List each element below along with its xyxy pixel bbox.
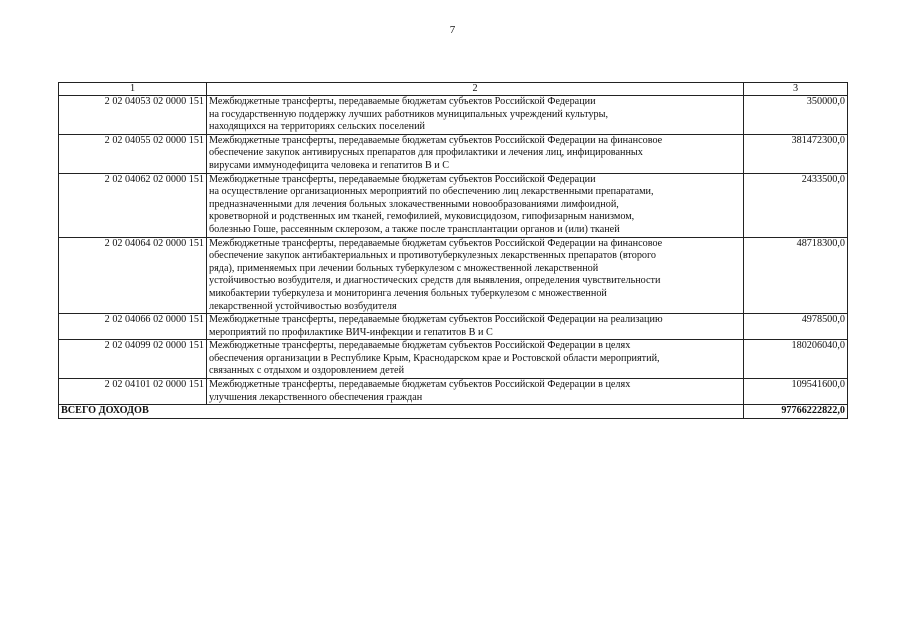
description-line: Межбюджетные трансферты, передаваемые бюджетам субъектов Российской Федерации на финансовое [209, 237, 663, 249]
description-line: вирусами иммунодефицита человека и гепатитов В и С [209, 159, 450, 171]
description-line: лекарственной устойчивостью возбудителя [209, 300, 397, 312]
description-line: улучшения лекарственного обеспечения граждан [209, 391, 423, 403]
revenue-description [207, 134, 744, 173]
table-row [59, 340, 848, 379]
description-line: Межбюджетные трансферты, передаваемые бюджетам субъектов Российской Федерации на финансовое [209, 134, 663, 146]
total-label: ВСЕГО ДОХОДОВ [59, 405, 744, 419]
revenue-description [207, 340, 744, 379]
table-row [59, 96, 848, 135]
description-line: связанных с отдыхом и оздоровлением детей [209, 365, 405, 377]
total-row [59, 405, 848, 419]
description-line: микобактерии туберкулеза и мониторинга лечения больных туберкулезом с множественной [209, 287, 607, 299]
revenue-code: 2 02 04064 02 0000 151 [59, 237, 207, 314]
description-line: Межбюджетные трансферты, передаваемые бюджетам субъектов Российской Федерации в целях [209, 379, 631, 391]
description-line: обеспечение закупок антибактериальных и противотуберкулезных лекарственных препаратов (второго [209, 250, 657, 262]
revenue-code: 2 02 04055 02 0000 151 [59, 134, 207, 173]
description-line: Межбюджетные трансферты, передаваемые бюджетам субъектов Российской Федерации на реализацию [209, 314, 663, 326]
total-amount: 97766222822,0 [744, 405, 848, 419]
revenue-code: 2 02 04062 02 0000 151 [59, 173, 207, 237]
description-line: кроветворной и родственных им тканей, гемофилией, муковисцидозом, гипофизарным нанизмом, [209, 211, 635, 223]
revenue-amount: 2433500,0 [744, 173, 848, 237]
revenue-amount: 350000,0 [744, 96, 848, 135]
column-header-amount: 3 [744, 83, 848, 96]
revenue-amount: 109541600,0 [744, 379, 848, 405]
description-line: на государственную поддержку лучших работников муниципальных учреждений культуры, [209, 108, 609, 120]
description-line: обеспечение закупок антивирусных препаратов для профилактики и лечения лиц, инфицированных [209, 147, 643, 159]
revenue-amount: 180206040,0 [744, 340, 848, 379]
description-line: обеспечения организации в Республике Крым, Краснодарском крае и Ростовской области мероприятий, [209, 352, 660, 364]
description-line: Межбюджетные трансферты, передаваемые бюджетам субъектов Российской Федерации [209, 173, 596, 185]
revenue-description [207, 237, 744, 314]
revenue-amount: 48718300,0 [744, 237, 848, 314]
table-row [59, 134, 848, 173]
description-line: мероприятий по профилактике ВИЧ-инфекции и гепатитов В и С [209, 326, 493, 338]
table-row [59, 173, 848, 237]
revenue-amount: 4978500,0 [744, 314, 848, 340]
table-row [59, 314, 848, 340]
revenue-description [207, 314, 744, 340]
description-line: устойчивостью возбудителя, и диагностических средств для выявления, определения чувствительности [209, 275, 661, 287]
description-line: Межбюджетные трансферты, передаваемые бюджетам субъектов Российской Федерации в целях [209, 340, 631, 352]
page-number: 7 [449, 24, 456, 36]
revenue-code: 2 02 04101 02 0000 151 [59, 379, 207, 405]
budget-revenue-table [58, 82, 848, 419]
description-line: на осуществление организационных мероприятий по обеспечению лиц лекарственными препаратами, [209, 186, 654, 198]
revenue-code: 2 02 04053 02 0000 151 [59, 96, 207, 135]
table-row [59, 379, 848, 405]
column-header-code: 1 [59, 83, 207, 96]
description-line: Межбюджетные трансферты, передаваемые бюджетам субъектов Российской Федерации [209, 96, 596, 107]
revenue-code: 2 02 04099 02 0000 151 [59, 340, 207, 379]
revenue-amount: 381472300,0 [744, 134, 848, 173]
description-line: находящихся на территориях сельских поселений [209, 121, 426, 133]
description-line: ряда), применяемых при лечении больных туберкулезом с множественной лекарственной [209, 262, 599, 274]
revenue-description [207, 173, 744, 237]
table-body [59, 96, 848, 419]
description-line: предназначенными для лечения больных злокачественными новообразованиями лимфоидной, [209, 198, 619, 210]
table-row [59, 237, 848, 314]
column-header-name: 2 [207, 83, 744, 96]
revenue-code: 2 02 04066 02 0000 151 [59, 314, 207, 340]
description-line: болезнью Гоше, рассеянным склерозом, а также после трансплантации органов и (или) тканей [209, 223, 620, 235]
table-header-row [59, 83, 848, 96]
revenue-description [207, 96, 744, 135]
revenue-description [207, 379, 744, 405]
